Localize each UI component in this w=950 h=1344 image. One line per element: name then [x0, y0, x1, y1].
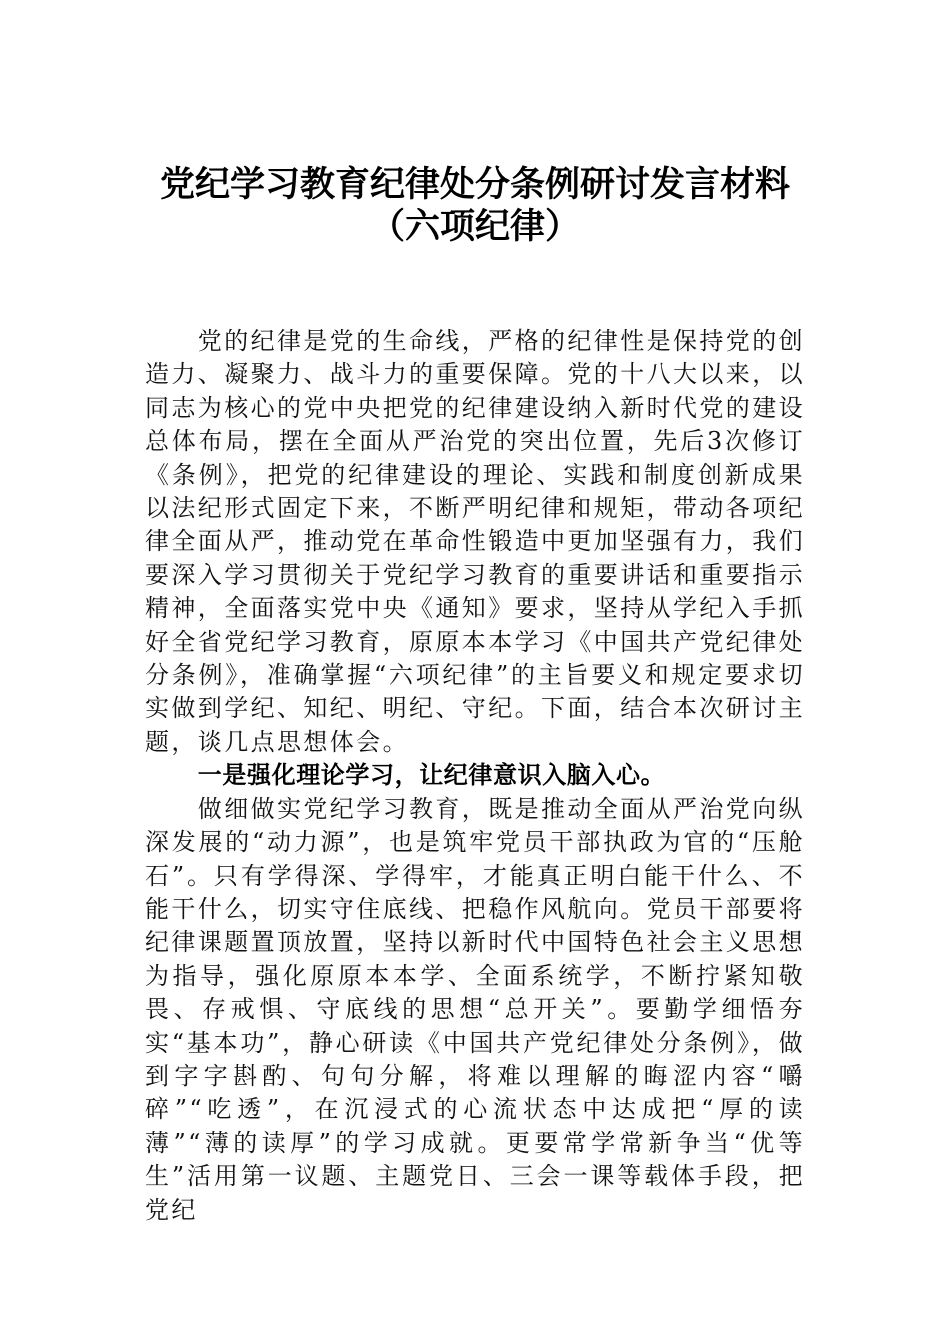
- section-heading-1: 一是强化理论学习，让纪律意识入脑入心。: [197, 761, 666, 790]
- intro-paragraph: 党的纪律是党的生命线，严格的纪律性是保持党的创造力、凝聚力、战斗力的重要保障。党的十八大以来，以同志为核心的党中央把党的纪律建设纳入新时代党的建设总体布局，摆在全面从严治党的突出位置，先后3次修订《条例》，把党的纪律建设的理论、实践和制度创新成果以法纪形式固定下来，不断严明纪律和规矩，带动各项纪律全面从严，推动党在革命性锻造中更加坚强有力，我们要深入学习贯彻关于党纪学习教育的重要讲话和重要指示精神，全面落实党中央《通知》要求，坚持从学纪入手抓好全省党纪学习教育，原原本本学习《中国共产党纪律处分条例》，准确掌握“六项纪律”的主旨要义和规定要求切实做到学纪、知纪、明纪、守纪。下面，结合本次研讨主题，谈几点思想体会。: [145, 327, 805, 756]
- document-subtitle: （六项纪律）: [369, 206, 580, 247]
- document-body: [145, 325, 805, 1227]
- document-title: 党纪学习教育纪律处分条例研讨发言材料: [159, 164, 790, 205]
- section-1-paragraph: 做细做实党纪学习教育，既是推动全面从严治党向纵深发展的“动力源”，也是筑牢党员干部执政为官的“压舱石”。只有学得深、学得牢，才能真正明白能干什么、不能干什么，切实守住底线、把稳作风航向。党员干部要将纪律课题置顶放置，坚持以新时代中国特色社会主义思想为指导，强化原原本本学、全面系统学，不断拧紧知敬畏、存戒惧、守底线的思想“总开关”。要勤学细悟夯实“基本功”，静心研读《中国共产党纪律处分条例》，做到字字斟酌、句句分解，将难以理解的晦涩内容“嚼碎”“吃透”，在沉浸式的心流状态中达成把“厚的读薄”“薄的读厚”的学习成就。更要常学常新争当“优等生”活用第一议题、主题党日、三会一课等载体手段，把党纪: [145, 794, 805, 1224]
